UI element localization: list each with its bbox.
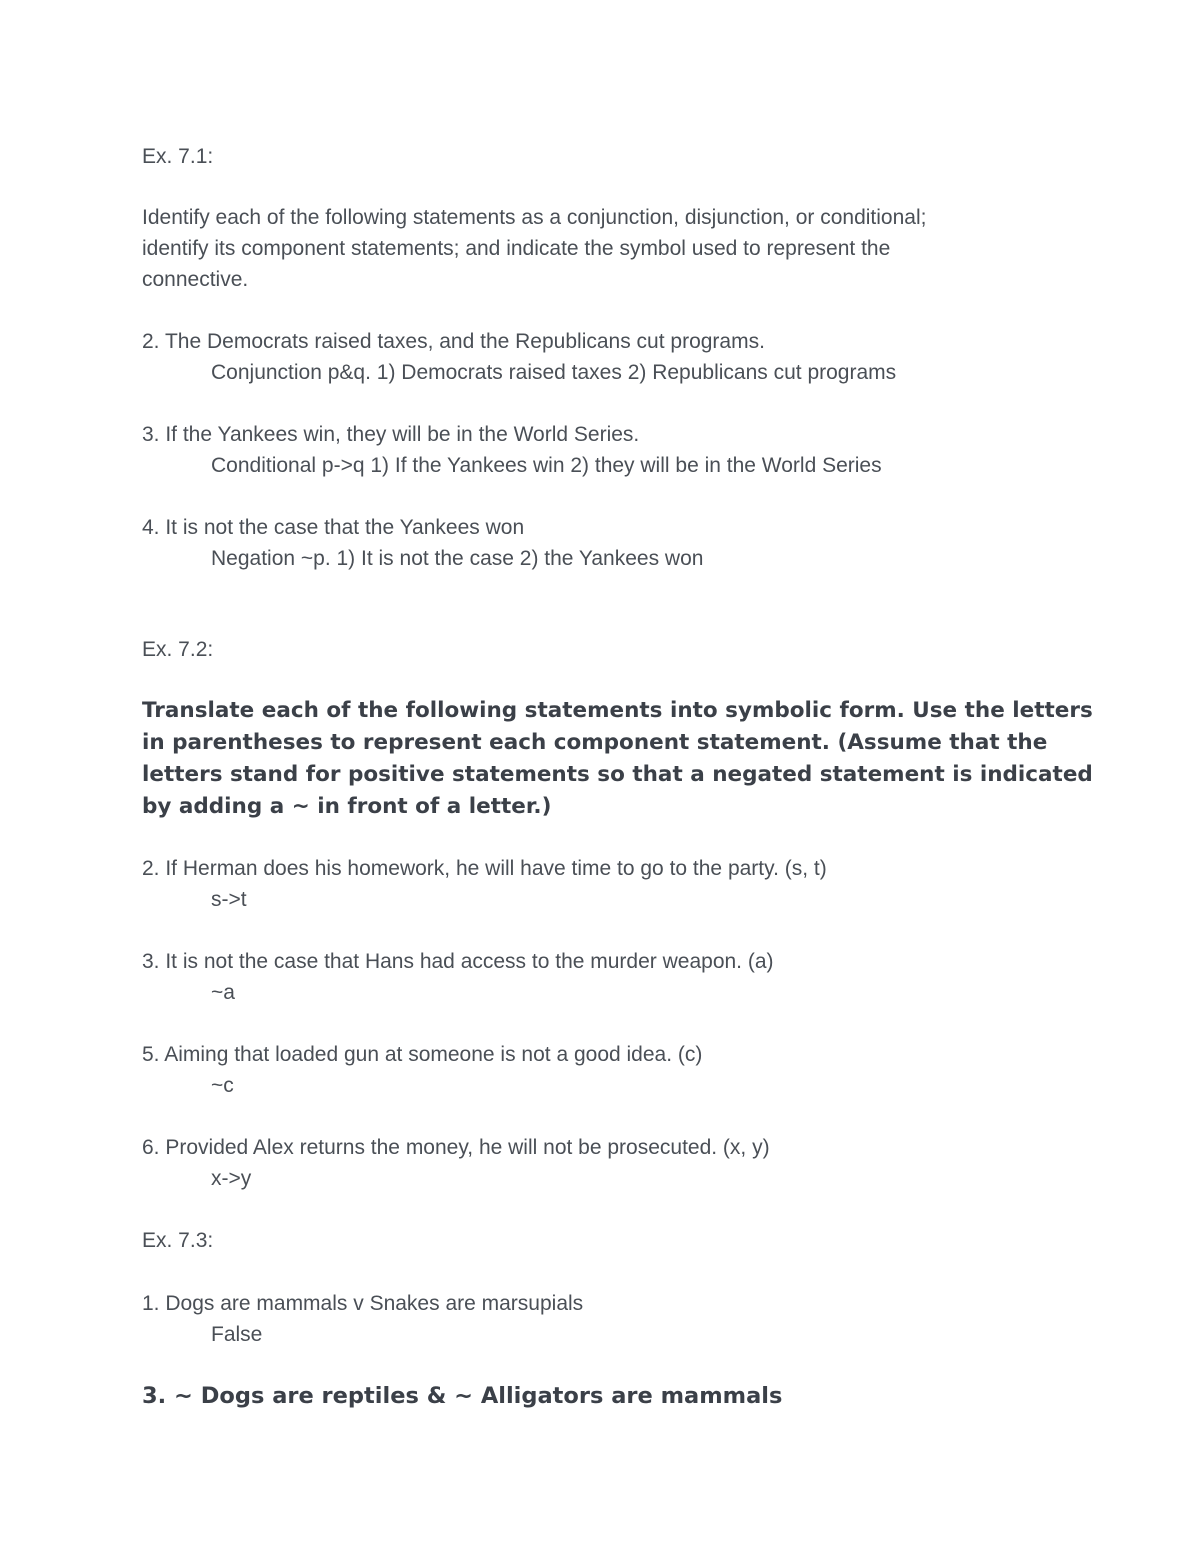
ex1-item-2-statement: 2. The Democrats raised taxes, and the Republicans cut programs.	[142, 330, 765, 353]
ex2-item-6-statement: 6. Provided Alex returns the money, he will not be prosecuted. (x, y)	[142, 1136, 770, 1159]
ex2-item-3-statement: 3. It is not the case that Hans had access to the murder weapon. (a)	[142, 950, 774, 973]
ex2-instructions-line-2: in parentheses to represent each component statement. (Assume that the	[142, 730, 1048, 755]
ex2-instructions-line-3: letters stand for positive statements so that a negated statement is indicated	[142, 762, 1093, 787]
ex2-instructions-line-1: Translate each of the following statements into symbolic form. Use the letters	[142, 698, 1093, 723]
ex1-item-3-answer: Conditional p->q 1) If the Yankees win 2) they will be in the World Series	[211, 454, 882, 477]
ex1-item-3-statement: 3. If the Yankees win, they will be in the World Series.	[142, 423, 640, 446]
ex1-item-4-statement: 4. It is not the case that the Yankees won	[142, 516, 525, 539]
ex3-heading: Ex. 7.3:	[142, 1229, 214, 1252]
ex3-item-1-statement: 1. Dogs are mammals v Snakes are marsupials	[142, 1292, 584, 1315]
ex1-instructions-line-1: Identify each of the following statements as a conjunction, disjunction, or conditional;	[142, 206, 927, 229]
ex2-instructions-line-4: by adding a ~ in front of a letter.)	[142, 794, 552, 819]
ex1-item-2-answer: Conjunction p&q. 1) Democrats raised taxes 2) Republicans cut programs	[211, 361, 897, 384]
ex2-item-5-statement: 5. Aiming that loaded gun at someone is not a good idea. (c)	[142, 1043, 703, 1066]
ex2-item-5-answer: ~c	[211, 1074, 234, 1097]
ex2-item-2-statement: 2. If Herman does his homework, he will have time to go to the party. (s, t)	[142, 857, 827, 880]
ex1-instructions-line-2: identify its component statements; and indicate the symbol used to represent the	[142, 237, 891, 260]
ex2-heading: Ex. 7.2:	[142, 638, 214, 661]
ex1-instructions-line-3: connective.	[142, 268, 249, 291]
ex1-heading: Ex. 7.1:	[142, 145, 214, 168]
ex3-item-1-answer: False	[211, 1323, 263, 1346]
ex1-item-4-answer: Negation ~p. 1) It is not the case 2) the Yankees won	[211, 547, 704, 570]
ex2-item-2-answer: s->t	[211, 888, 247, 911]
ex3-item-3-statement: 3. ~ Dogs are reptiles & ~ Alligators are mammals	[142, 1383, 783, 1409]
ex2-item-3-answer: ~a	[211, 981, 235, 1004]
ex2-item-6-answer: x->y	[211, 1167, 252, 1190]
